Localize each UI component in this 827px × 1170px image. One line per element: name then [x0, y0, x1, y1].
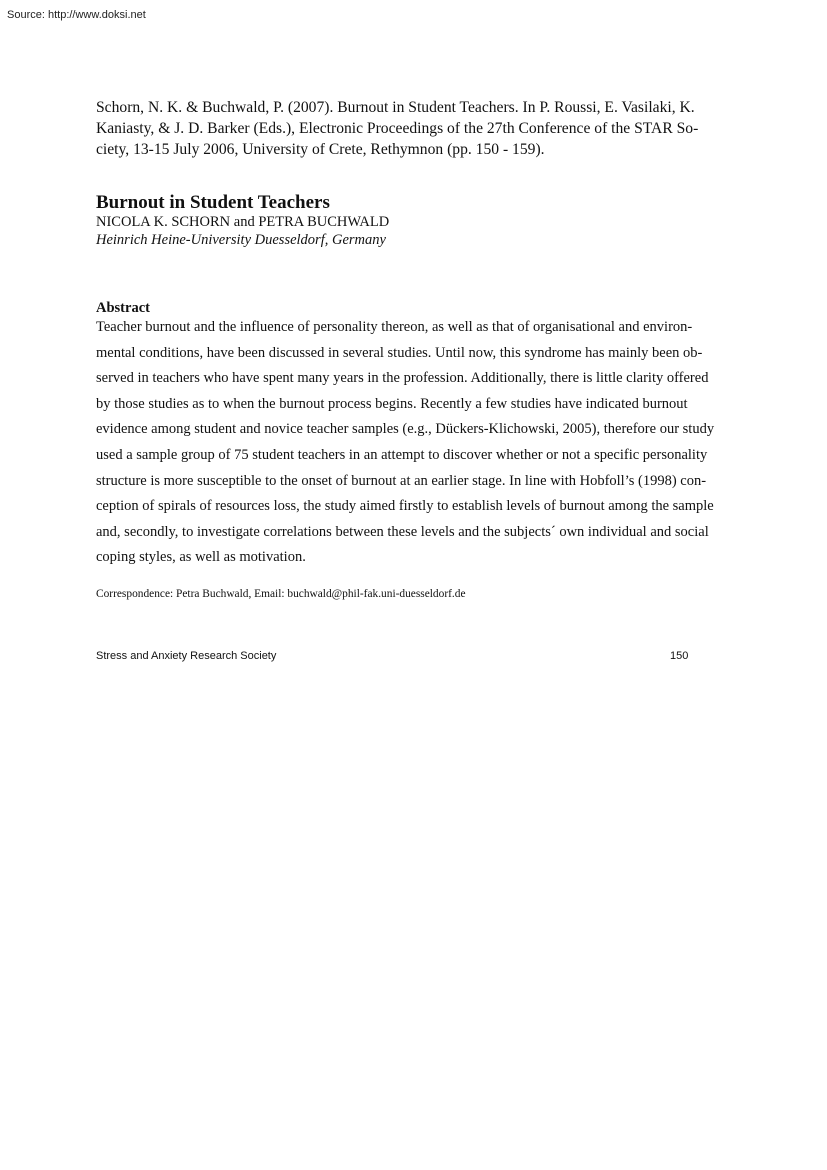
footer-society: Stress and Anxiety Research Society: [96, 650, 277, 662]
abstract-body: [96, 315, 736, 571]
citation-block: [96, 97, 736, 160]
citation-line: Kaniasty, & J. D. Barker (Eds.), Electronic Proceedings of the 27th Conference of the STAR So-: [96, 120, 699, 137]
abstract-line: evidence among student and novice teacher samples (e.g., Dückers-Klichowski, 2005), therefore our study: [96, 421, 715, 438]
footer-page-number: 150: [670, 650, 689, 662]
correspondence-note: Correspondence: Petra Buchwald, Email: buchwald@phil-fak.uni-duesseldorf.de: [96, 588, 466, 600]
paper-title: Burnout in Student Teachers: [96, 192, 330, 213]
citation-line: ciety, 13-15 July 2006, University of Crete, Rethymnon (pp. 150 - 159).: [96, 141, 545, 158]
abstract-line: ception of spirals of resources loss, the study aimed firstly to establish levels of burnout among the sample: [96, 498, 714, 515]
source-url-label: Source: http://www.doksi.net: [7, 9, 146, 21]
abstract-line: served in teachers who have spent many years in the profession. Additionally, there is little clarity offered: [96, 370, 709, 387]
abstract-line: mental conditions, have been discussed in several studies. Until now, this syndrome has mainly been ob-: [96, 344, 703, 361]
paper-authors: NICOLA K. SCHORN and PETRA BUCHWALD: [96, 214, 390, 230]
abstract-line: Teacher burnout and the influence of personality thereon, as well as that of organisational and environ-: [96, 319, 693, 335]
abstract-line: and, secondly, to investigate correlations between these levels and the subjects´ own individual and social: [96, 523, 709, 540]
abstract-heading: Abstract: [96, 300, 150, 316]
abstract-line: coping styles, as well as motivation.: [96, 549, 306, 566]
paper-affiliation: Heinrich Heine-University Duesseldorf, Germany: [96, 232, 386, 248]
abstract-line: by those studies as to when the burnout process begins. Recently a few studies have indicated burnout: [96, 395, 688, 412]
abstract-line: used a sample group of 75 student teachers in an attempt to discover whether or not a specific personality: [96, 446, 708, 463]
citation-line: Schorn, N. K. & Buchwald, P. (2007). Burnout in Student Teachers. In P. Roussi, E. Vasilaki, K.: [96, 99, 695, 116]
abstract-line: structure is more susceptible to the onset of burnout at an earlier stage. In line with Hobfoll’s (1998) con-: [96, 472, 707, 489]
